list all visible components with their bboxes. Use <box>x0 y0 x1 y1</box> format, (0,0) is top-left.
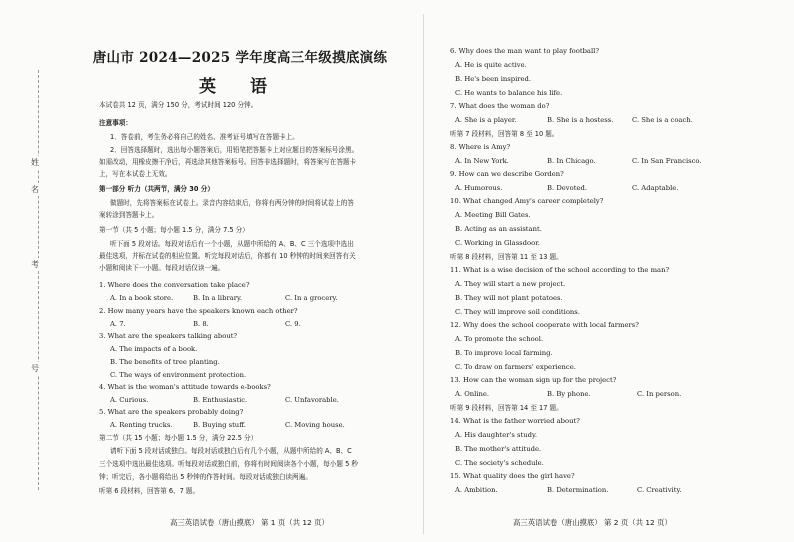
question-5: 5. What are the speakers probably doing? <box>99 408 244 416</box>
question-2: 2. How many years have the speakers known each other? <box>99 307 298 315</box>
part1-desc-line-2: 案转涂到答题卡上。 <box>99 211 159 219</box>
section2-heading: 第二节（共 15 小题；每小题 1.5 分，满分 22.5 分） <box>99 434 258 442</box>
notice-item-1: 1．答卷前，考生务必将自己的姓名、准考证号填写在答题卡上。 <box>110 133 299 141</box>
q1-option-a: A. In a book store. <box>110 294 174 302</box>
q6-option-a: A. He is quite active. <box>455 61 527 69</box>
q4-option-c: C. Unfavorable. <box>285 396 339 404</box>
q15-option-b: B. Determination. <box>547 486 609 494</box>
q5-option-b: B. Buying stuff. <box>193 421 246 429</box>
question-3: 3. What are the speakers talking about? <box>99 332 238 340</box>
section2-desc-line-1: 请听下面 5 段对话或独白。每段对话或独白后有几个小题，从题中所给的 A、B、C <box>110 447 352 455</box>
q11-option-c: C. They will improve soil conditions. <box>455 308 580 316</box>
section2-desc-line-2: 三个选项中选出最佳选项。听每段对话或独白前，你将有时间阅读各个小题，每小题 5 秒 <box>99 460 358 468</box>
question-10: 10. What changed Amy's career completely? <box>450 197 604 205</box>
q6-option-b: B. He's been inspired. <box>455 75 532 83</box>
part1-desc-line-1: 做题时，先将答案标在试卷上。录音内容结束后，你将有两分钟的时间将试卷上的答 <box>110 199 354 207</box>
exam-intro: 本试卷共 12 页，满分 150 分，考试时间 120 分钟。 <box>99 101 258 109</box>
question-14: 14. What is the father worried about? <box>450 417 580 425</box>
q11-option-a: A. They will start a new project. <box>455 280 566 288</box>
q15-option-c: C. Creativity. <box>637 486 682 494</box>
q2-option-a: A. 7. <box>110 320 126 328</box>
notice-item-2-line-1: 2．回答选择题时，选出每小题答案后，用铅笔把答题卡上对应题目的答案标号涂黑。 <box>110 146 359 154</box>
q5-option-a: A. Renting trucks. <box>110 421 173 429</box>
section1-desc-line-2: 最佳选项，并标在试卷的相应位置。听完每段对话后，你都有 10 秒钟的时间来回答有关 <box>99 252 356 260</box>
section1-heading: 第一节（共 5 小题；每小题 1.5 分，满分 7.5 分） <box>99 226 249 234</box>
q12-option-a: A. To promote the school. <box>455 335 544 343</box>
q13-option-c: C. In person. <box>637 390 682 398</box>
question-1: 1. Where does the conversation take place? <box>99 281 250 289</box>
q8-option-b: B. In Chicago. <box>547 157 596 165</box>
question-15: 15. What quality does the girl have? <box>450 472 575 480</box>
q12-option-b: B. To improve local farming. <box>455 349 553 357</box>
q9-option-a: A. Humorous. <box>455 184 503 192</box>
q1-option-b: B. In a library. <box>193 294 243 302</box>
q6-option-c: C. He wants to balance his life. <box>455 89 563 97</box>
q12-option-c: C. To draw on farmers' experience. <box>455 363 576 371</box>
q4-option-a: A. Curious. <box>110 396 149 404</box>
section1-desc-line-3: 小题和阅读下一小题。每段对话仅读一遍。 <box>99 264 225 272</box>
binding-label-name-1: 姓 <box>31 158 39 167</box>
page-divider <box>423 14 424 534</box>
question-11: 11. What is a wise decision of the school according to the man? <box>450 266 670 274</box>
question-13: 13. How can the woman sign up for the project? <box>450 376 617 384</box>
q3-option-c: C. The ways of environment protection. <box>110 371 247 379</box>
q14-option-b: B. The mother's attitude. <box>455 445 542 453</box>
q13-option-b: B. By phone. <box>547 390 591 398</box>
notice-heading: 注意事项： <box>99 119 132 127</box>
question-6: 6. Why does the man want to play football? <box>450 47 599 55</box>
material-8-instruction: 听第 8 段材料，回答第 11 至 13 题。 <box>450 253 563 261</box>
q8-option-c: C. In San Francisco. <box>632 157 702 165</box>
q15-option-a: A. Ambition. <box>455 486 498 494</box>
q11-option-b: B. They will not plant potatoes. <box>455 294 563 302</box>
binding-label-number-1: 考 <box>31 260 39 269</box>
notice-item-2-line-2: 如需改动，用橡皮擦干净后，再选涂其他答案标号。回答非选择题时，将答案写在答题卡 <box>99 158 357 166</box>
q3-option-a: A. The impacts of a book. <box>110 345 198 353</box>
binding-label-name-2: 名 <box>31 185 39 194</box>
q10-option-b: B. Acting as an assistant. <box>455 225 542 233</box>
q4-option-b: B. Enthusiastic. <box>193 396 248 404</box>
q3-option-b: B. The benefits of tree planting. <box>110 358 220 366</box>
q9-option-b: B. Devoted. <box>547 184 587 192</box>
q14-option-c: C. The society's schedule. <box>455 459 544 467</box>
material-7-instruction: 听第 7 段材料，回答第 8 至 10 题。 <box>450 130 559 138</box>
q1-option-c: C. In a grocery. <box>285 294 338 302</box>
question-4: 4. What is the woman's attitude towards e-books? <box>99 383 271 391</box>
page-2-footer: 高三英语试卷（唐山摸底） 第 2 页（共 12 页） <box>513 518 672 527</box>
part1-heading: 第一部分 听力（共两节，满分 30 分） <box>99 185 214 193</box>
exam-page-2 <box>425 0 794 542</box>
q2-option-c: C. 9. <box>285 320 301 328</box>
exam-subject: 英 语 <box>199 77 281 97</box>
section2-desc-line-3: 钟；听完后，各小题将给出 5 秒钟的作答时间。每段对话或独白读两遍。 <box>99 473 312 481</box>
notice-item-2-line-3: 上，写在本试卷上无效。 <box>99 170 172 178</box>
q10-option-a: A. Meeting Bill Gates. <box>455 211 531 219</box>
exam-title: 唐山市 2024—2025 学年度高三年级摸底演练 <box>92 50 388 66</box>
question-7: 7. What does the woman do? <box>450 102 550 110</box>
material-6-instruction: 听第 6 段材料，回答第 6、7 题。 <box>99 487 200 495</box>
page-1-footer: 高三英语试卷（唐山摸底） 第 1 页（共 12 页） <box>170 518 329 527</box>
question-9: 9. How can we describe Gorden? <box>450 170 564 178</box>
binding-line <box>38 70 40 490</box>
q9-option-c: C. Adaptable. <box>632 184 679 192</box>
section1-desc-line-1: 听下面 5 段对话。每段对话后有一个小题，从题中所给的 A、B、C 三个选项中选出 <box>110 240 354 248</box>
q10-option-c: C. Working in Glassdoor. <box>455 239 540 247</box>
q8-option-a: A. In New York. <box>455 157 509 165</box>
q7-option-c: C. She is a coach. <box>632 116 693 124</box>
q7-option-b: B. She is a hostess. <box>547 116 614 124</box>
q7-option-a: A. She is a player. <box>455 116 517 124</box>
q2-option-b: B. 8. <box>193 320 209 328</box>
material-9-instruction: 听第 9 段材料，回答第 14 至 17 题。 <box>450 404 563 412</box>
question-8: 8. Where is Amy? <box>450 143 511 151</box>
q14-option-a: A. His daughter's study. <box>455 431 538 439</box>
q13-option-a: A. Online. <box>455 390 490 398</box>
binding-label-number-2: 号 <box>31 364 39 373</box>
q5-option-c: C. Moving house. <box>285 421 345 429</box>
question-12: 12. Why does the school cooperate with local farmers? <box>450 321 639 329</box>
